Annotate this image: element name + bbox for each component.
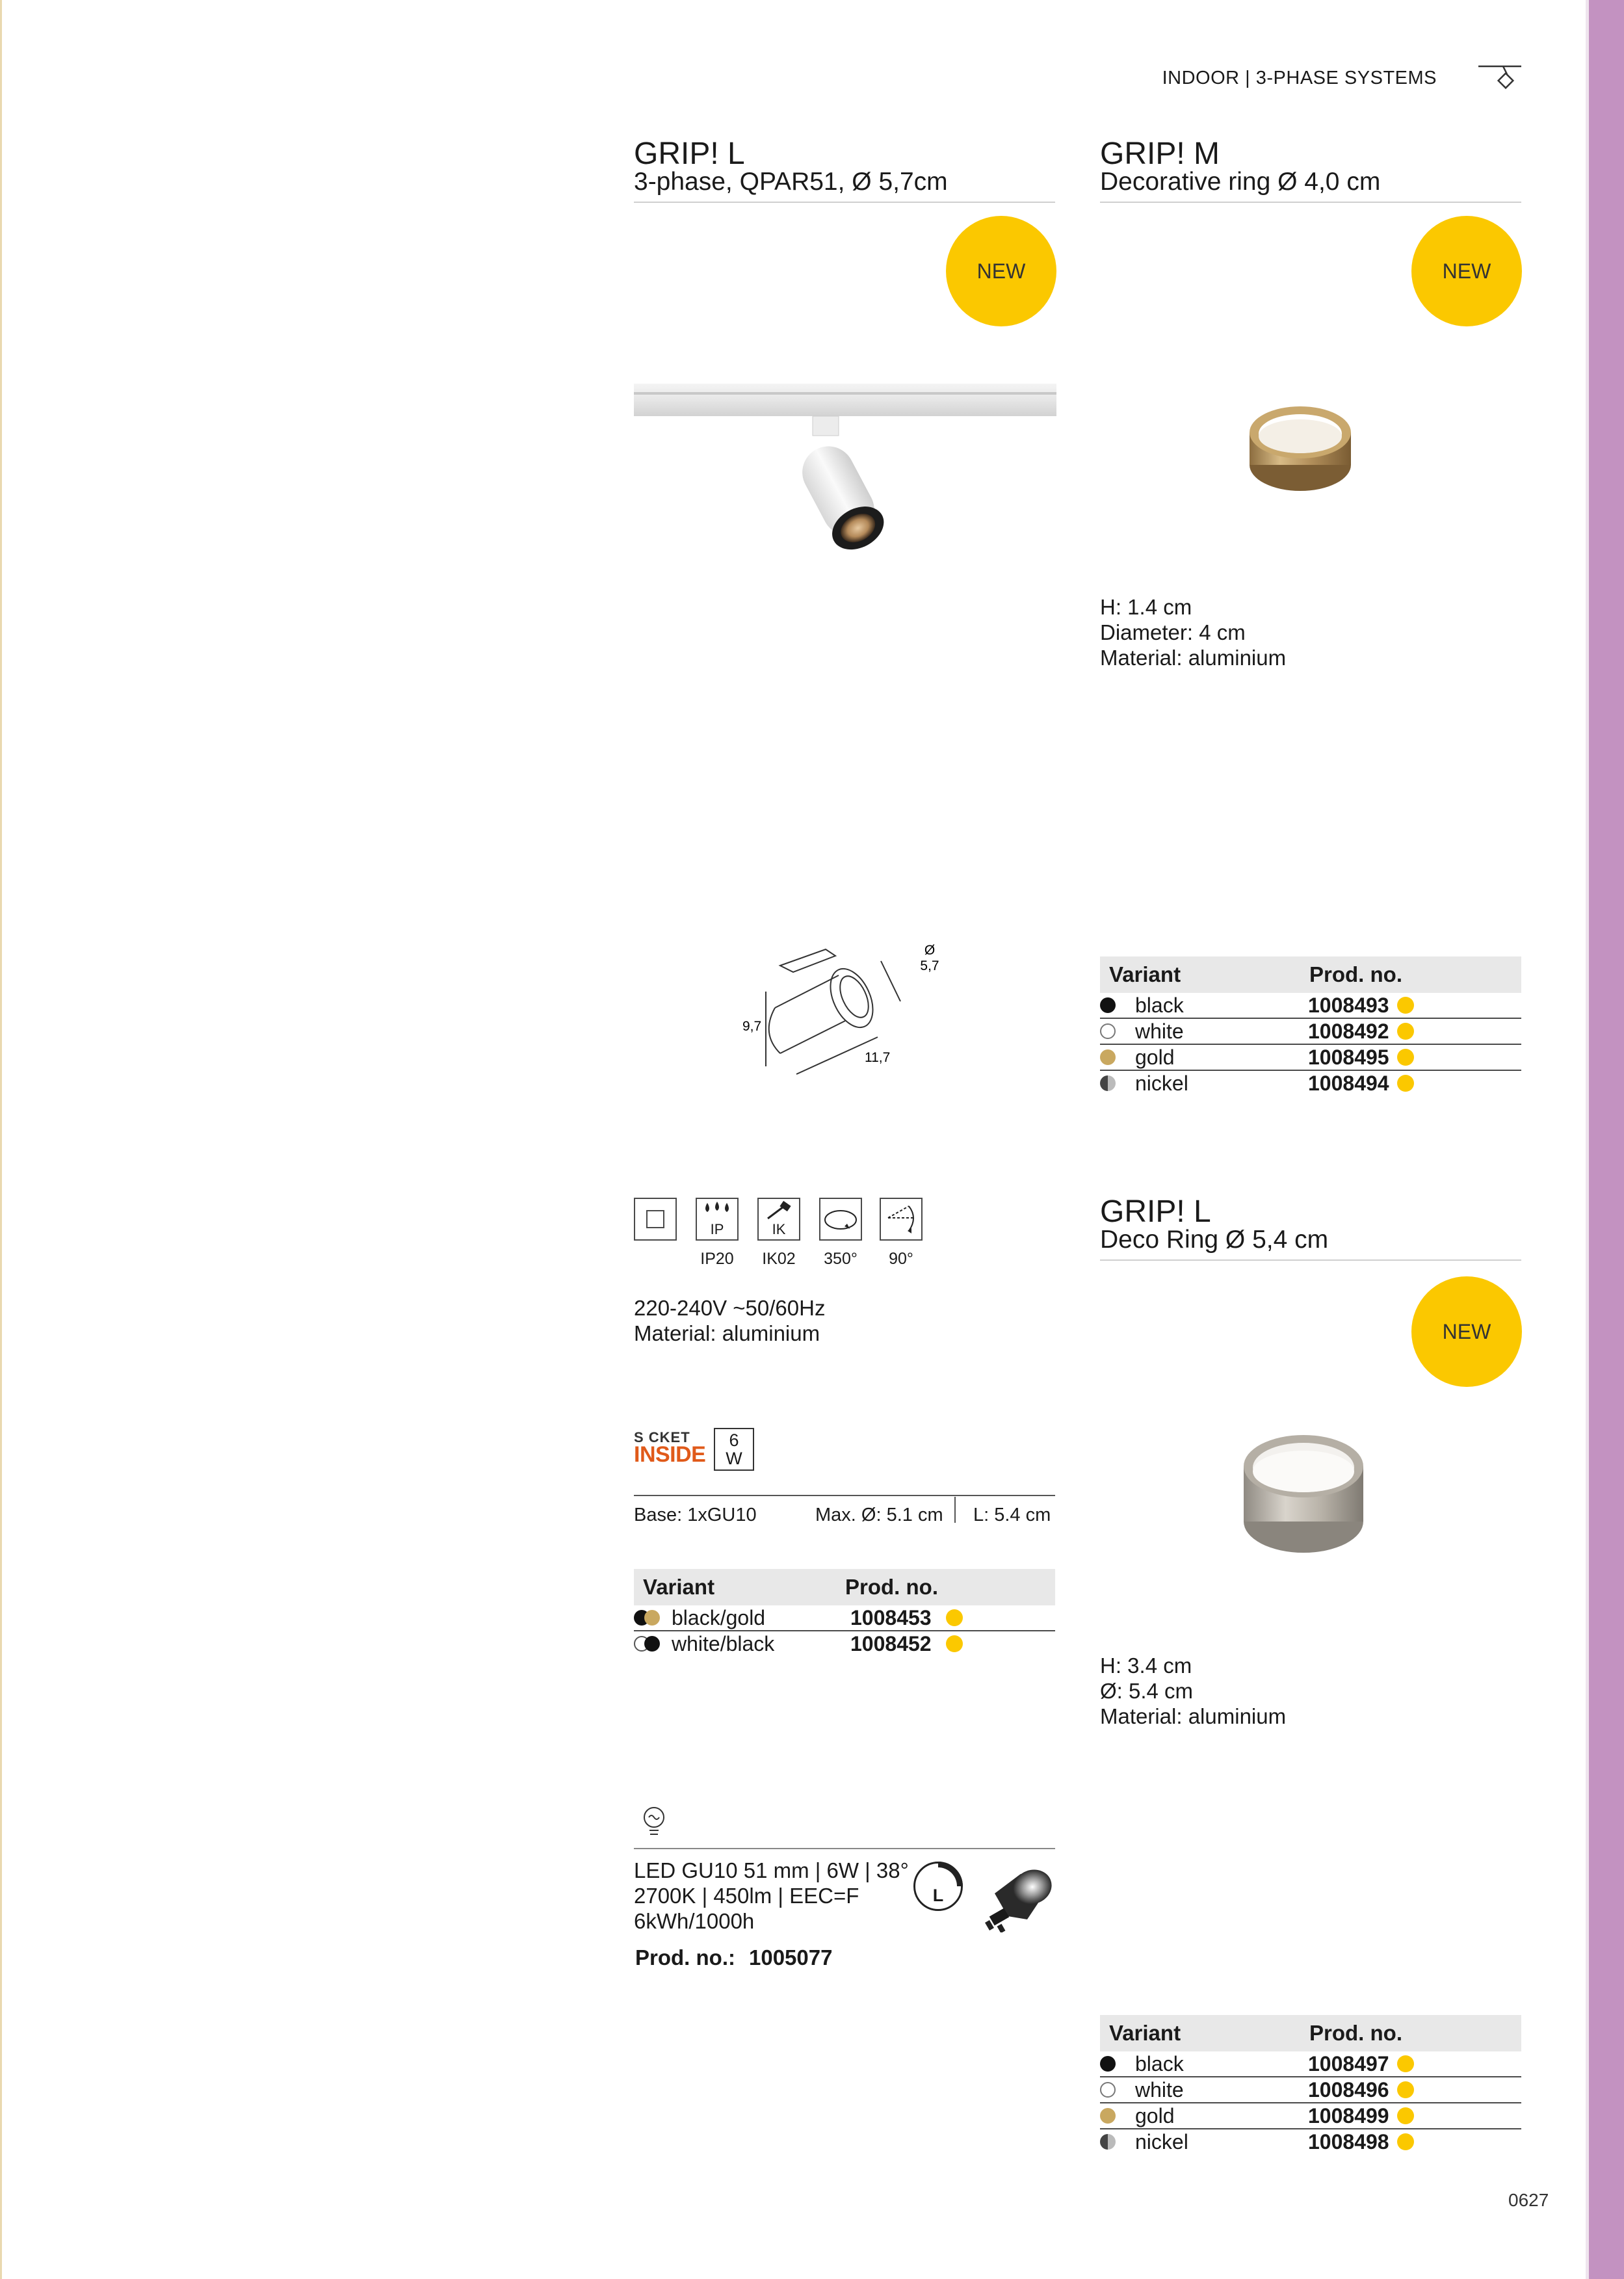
- ik-rating-label: IK02: [762, 1250, 796, 1268]
- variant-cell: [1100, 2104, 1308, 2128]
- variant-cell: [1100, 2052, 1308, 2076]
- gu10-lamp-image: [982, 1861, 1057, 1932]
- new-badge: NEW: [1411, 216, 1522, 326]
- prod-number: 1008495: [1308, 1045, 1389, 1069]
- product-title: GRIP! L: [1100, 1194, 1211, 1229]
- prod-number: 1008498: [1308, 2129, 1389, 2154]
- variant-table-l-ring: [1100, 2015, 1521, 2154]
- max-diameter-info: Max. Ø: 5.1 cm: [815, 1505, 943, 1525]
- availability-dot: [1397, 2133, 1414, 2150]
- variant-table-m-ring: [1100, 956, 1521, 1096]
- ik-icon-text: IK: [772, 1221, 786, 1237]
- prod-cell: [1308, 1020, 1414, 1044]
- table-row: [1100, 2103, 1521, 2129]
- prod-cell: [1308, 2078, 1414, 2102]
- product-image-nickel-ring: [1238, 1427, 1369, 1557]
- lamp-spec-line-3: 6kWh/1000h: [634, 1909, 755, 1933]
- variant-label: nickel: [1135, 1071, 1188, 1095]
- prod-cell: [1308, 2130, 1414, 2154]
- ik-icon: [757, 1198, 800, 1241]
- height-spec: H: 1.4 cm: [1100, 595, 1192, 619]
- gold-swatch: [1100, 1049, 1116, 1065]
- wattage-box: [714, 1428, 754, 1471]
- table-header: [634, 1569, 1055, 1605]
- title-divider: [1100, 1259, 1521, 1261]
- product-image-gold-ring: [1245, 400, 1356, 497]
- table-row: [1100, 2051, 1521, 2077]
- table-row: [1100, 1045, 1521, 1071]
- variant-label: black/gold: [672, 1605, 766, 1629]
- variant-cell: [1100, 994, 1308, 1018]
- variant-cell: [1100, 1046, 1308, 1070]
- header-variant: Variant: [643, 1575, 715, 1599]
- nickel-swatch: [1100, 1075, 1116, 1091]
- title-divider: [1100, 202, 1521, 203]
- product-title: GRIP! L: [634, 137, 745, 171]
- lamp-spec-line-1: LED GU10 51 mm | 6W | 38°: [634, 1858, 909, 1882]
- gold-swatch: [1100, 2108, 1116, 2124]
- socket-logo-bottom: INSIDE: [634, 1442, 706, 1467]
- base-info: Base: 1xGU10: [634, 1505, 757, 1525]
- variant-label: gold: [1135, 2103, 1175, 2128]
- diameter-spec: Ø: 5.4 cm: [1100, 1679, 1194, 1703]
- availability-dot: [1397, 1023, 1414, 1040]
- lightbulb-icon: [642, 1806, 666, 1838]
- ip-icon-text: IP: [710, 1221, 724, 1237]
- product-subtitle: Decorative ring Ø 4,0 cm: [1100, 168, 1381, 196]
- base-row-separator: [954, 1497, 956, 1523]
- page-number: 0627: [1508, 2190, 1549, 2210]
- new-badge: NEW: [1411, 1276, 1522, 1387]
- white-swatch: [1100, 1023, 1116, 1039]
- material-spec: Material: aluminium: [1100, 646, 1287, 670]
- socket-logo-top: S CKET: [634, 1429, 690, 1445]
- variant-label: black: [1135, 2051, 1184, 2075]
- prod-cell: [1308, 994, 1414, 1018]
- availability-dot: [1397, 2081, 1414, 2098]
- electrical-spec: 220-240V ~50/60Hz: [634, 1296, 826, 1320]
- material-spec: Material: aluminium: [634, 1321, 820, 1345]
- socket-inside-logo: [634, 1429, 705, 1468]
- rotation-icon: [819, 1198, 862, 1241]
- prod-cell: [1308, 1072, 1414, 1096]
- variant-cell: [634, 1606, 850, 1630]
- availability-dot: [946, 1609, 963, 1626]
- prod-cell: [850, 1632, 963, 1656]
- base-row-divider: [634, 1495, 1055, 1496]
- diameter-spec: Diameter: 4 cm: [1100, 620, 1246, 644]
- prod-cell: [1308, 2052, 1414, 2076]
- wattage-value: 6: [729, 1430, 739, 1450]
- header-prod: Prod. no.: [1309, 2021, 1402, 2045]
- prod-cell: [850, 1606, 963, 1630]
- tilt-icon: [880, 1198, 923, 1241]
- black-swatch: [1100, 997, 1116, 1013]
- lamp-prod-number: 1005077: [749, 1945, 833, 1969]
- variant-label: white/black: [672, 1631, 775, 1655]
- variant-label: nickel: [1135, 2129, 1188, 2154]
- variant-cell: [1100, 1020, 1308, 1044]
- prod-cell: [1308, 1046, 1414, 1070]
- variant-cell: [1100, 1072, 1308, 1096]
- prod-number: 1008493: [1308, 993, 1389, 1017]
- header-variant: Variant: [1109, 962, 1181, 986]
- class-ii-icon: [634, 1198, 677, 1241]
- dimmable-icon-letter: L: [932, 1886, 944, 1905]
- availability-dot: [1397, 997, 1414, 1014]
- variant-cell: [1100, 2130, 1308, 2154]
- table-row: [1100, 2129, 1521, 2154]
- dim-diameter-value: 5,7: [920, 958, 939, 973]
- dimension-drawing: [735, 936, 956, 1079]
- ip-rating-label: IP20: [700, 1250, 734, 1268]
- length-info: L: 5.4 cm: [973, 1505, 1051, 1525]
- rotation-label: 350°: [824, 1250, 858, 1268]
- material-spec: Material: aluminium: [1100, 1704, 1287, 1728]
- prod-number: 1008496: [1308, 2077, 1389, 2101]
- product-title: GRIP! M: [1100, 137, 1220, 171]
- availability-dot: [946, 1635, 963, 1652]
- height-spec: H: 3.4 cm: [1100, 1653, 1192, 1678]
- header-prod: Prod. no.: [845, 1575, 938, 1599]
- black-swatch: [644, 1636, 660, 1652]
- variant-label: black: [1135, 993, 1184, 1017]
- dim-diameter-symbol: Ø: [924, 943, 936, 958]
- nickel-swatch: [1100, 2134, 1116, 2150]
- prod-cell: [1308, 2104, 1414, 2128]
- prod-number: 1008499: [1308, 2103, 1389, 2128]
- product-subtitle: Deco Ring Ø 5,4 cm: [1100, 1226, 1329, 1254]
- tilt-label: 90°: [889, 1250, 913, 1268]
- header-prod: Prod. no.: [1309, 962, 1402, 986]
- white-swatch: [1100, 2082, 1116, 2098]
- availability-dot: [1397, 2055, 1414, 2072]
- dim-height: 9,7: [742, 1019, 762, 1034]
- prod-number: 1008494: [1308, 1071, 1389, 1095]
- table-header: [1100, 956, 1521, 993]
- variant-label: white: [1135, 2077, 1184, 2101]
- dimmable-icon: [913, 1862, 963, 1911]
- wattage-unit: W: [726, 1449, 742, 1468]
- availability-dot: [1397, 1049, 1414, 1066]
- section-color-tab: [1589, 0, 1624, 2279]
- title-divider: [634, 202, 1055, 203]
- variant-cell: [1100, 2078, 1308, 2102]
- ip-icon: [696, 1198, 739, 1241]
- header-variant: Variant: [1109, 2021, 1181, 2045]
- table-row: [634, 1631, 1055, 1656]
- section-header: INDOOR | 3-PHASE SYSTEMS: [1162, 68, 1437, 88]
- black-swatch: [1100, 2056, 1116, 2072]
- prod-number: 1008492: [1308, 1019, 1389, 1043]
- prod-number: 1008497: [1308, 2051, 1389, 2075]
- table-row: [634, 1605, 1055, 1631]
- product-image-track-spot: [634, 380, 1056, 575]
- lamp-prod-label: Prod. no.:: [635, 1945, 735, 1969]
- lamp-divider: [634, 1848, 1055, 1849]
- prod-number: 1008453: [850, 1605, 932, 1629]
- variant-label: gold: [1135, 1045, 1175, 1069]
- prod-number: 1008452: [850, 1631, 932, 1655]
- table-row: [1100, 1019, 1521, 1045]
- track-spot-icon: [1477, 62, 1523, 95]
- table-row: [1100, 993, 1521, 1019]
- lamp-spec-line-2: 2700K | 450lm | EEC=F: [634, 1884, 859, 1908]
- variant-cell: [634, 1632, 850, 1656]
- table-header: [1100, 2015, 1521, 2051]
- variant-table-spot: [634, 1569, 1055, 1656]
- table-row: [1100, 2077, 1521, 2103]
- product-subtitle: 3-phase, QPAR51, Ø 5,7cm: [634, 168, 948, 196]
- variant-label: white: [1135, 1019, 1184, 1043]
- left-edge-line: [0, 0, 2, 2279]
- availability-dot: [1397, 1075, 1414, 1092]
- availability-dot: [1397, 2107, 1414, 2124]
- dim-length: 11,7: [865, 1050, 891, 1065]
- new-badge: NEW: [946, 216, 1056, 326]
- table-row: [1100, 1071, 1521, 1096]
- gold-swatch: [644, 1610, 660, 1626]
